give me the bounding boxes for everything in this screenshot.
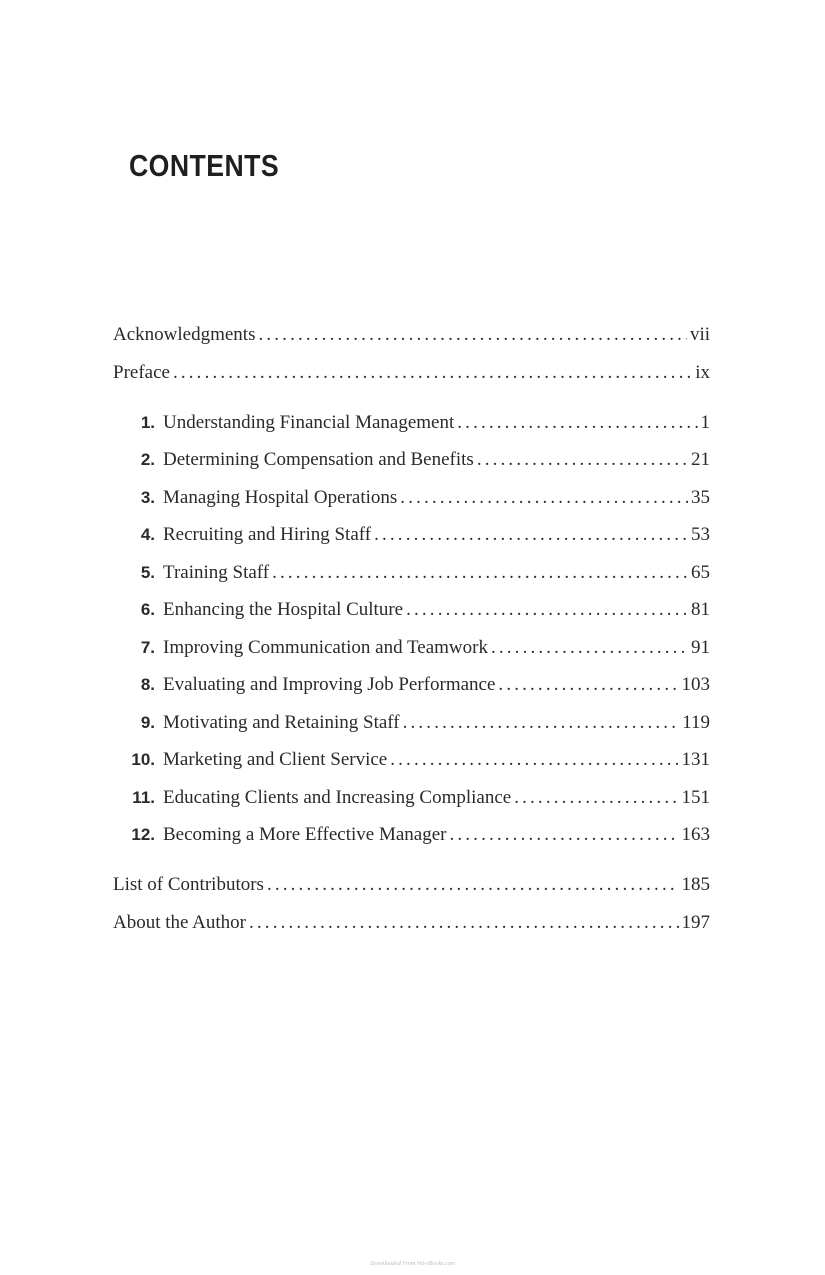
toc-entry-label: Training Staff [163, 562, 270, 583]
toc-entry-label: Determining Compensation and Benefits [163, 449, 474, 470]
toc-chapter-9[interactable] [113, 710, 710, 736]
toc-chapter-12[interactable] [113, 822, 710, 848]
dot-leader [267, 872, 679, 898]
dot-leader [514, 785, 678, 811]
toc-entry-page: 35 [691, 487, 710, 508]
chapter-number: 10. [131, 750, 155, 769]
toc-chapter-2[interactable] [113, 447, 710, 473]
toc-entry-page: 151 [681, 787, 710, 808]
toc-chapter-10[interactable] [113, 747, 710, 773]
toc-chapter-6[interactable] [113, 597, 710, 623]
toc-entry-label: Improving Communication and Teamwork [163, 637, 488, 658]
toc-entry-label: Preface [113, 362, 170, 383]
toc-chapter-7[interactable] [113, 635, 710, 661]
toc-entry-label: Becoming a More Effective Manager [163, 824, 447, 845]
dot-leader [390, 747, 678, 773]
toc-chapter-3[interactable] [113, 485, 710, 511]
toc-entry-acknowledgments[interactable] [113, 322, 710, 348]
toc-entry-label: Evaluating and Improving Job Performance [163, 674, 496, 695]
chapter-number: 6. [140, 600, 155, 619]
download-watermark: Downloaded From Vet-eBooks.com [370, 1261, 455, 1267]
chapter-number: 8. [140, 675, 155, 694]
chapter-number: 2. [140, 450, 155, 469]
toc-chapter-5[interactable] [113, 560, 710, 586]
dot-leader [457, 410, 697, 436]
toc-entry-label: Marketing and Client Service [163, 749, 388, 770]
chapter-number: 9. [140, 713, 155, 732]
toc-entry-label: Acknowledgments [113, 324, 256, 345]
toc-entry-label: Recruiting and Hiring Staff [163, 524, 372, 545]
chapter-number: 5. [140, 563, 155, 582]
toc-entry-page: 103 [681, 674, 710, 695]
toc-entry-label: Understanding Financial Management [163, 412, 455, 433]
toc-chapter-4[interactable] [113, 522, 710, 548]
chapter-number: 1. [140, 413, 155, 432]
toc-entry-label: Educating Clients and Increasing Compliance [163, 787, 512, 808]
dot-leader [173, 360, 692, 386]
dot-leader [406, 597, 688, 623]
toc-entry-page: 197 [681, 912, 710, 933]
dot-leader [249, 910, 679, 936]
chapter-number: 4. [140, 525, 155, 544]
toc-chapter-11[interactable] [113, 785, 710, 811]
chapter-number: 7. [140, 638, 155, 657]
dot-leader [272, 560, 688, 586]
toc-chapter-1[interactable] [113, 410, 710, 436]
toc-chapter-8[interactable] [113, 672, 710, 698]
dot-leader [400, 485, 688, 511]
dot-leader [477, 447, 688, 473]
chapter-number: 11. [132, 788, 155, 807]
dot-leader [258, 322, 686, 348]
toc-entry-page: 131 [681, 749, 710, 770]
toc-entry-page: 81 [691, 599, 710, 620]
toc-entry-page: 185 [681, 874, 710, 895]
toc-entry-page: ix [695, 362, 710, 383]
toc-entry-page: 53 [691, 524, 710, 545]
toc-entry-page: 119 [682, 712, 710, 733]
dot-leader [498, 672, 678, 698]
toc-entry-label: List of Contributors [113, 874, 264, 895]
chapter-number: 3. [140, 488, 155, 507]
toc-entry-list-of-contributors[interactable] [113, 872, 710, 898]
toc-entry-preface[interactable] [113, 360, 710, 386]
toc-entry-page: 21 [691, 449, 710, 470]
toc-entry-label: Enhancing the Hospital Culture [163, 599, 404, 620]
dot-leader [403, 710, 680, 736]
toc-entry-page: 65 [691, 562, 710, 583]
dot-leader [449, 822, 678, 848]
toc-entry-page: 1 [700, 412, 710, 433]
dot-leader [491, 635, 688, 661]
toc-entry-page: 91 [691, 637, 710, 658]
dot-leader [374, 522, 688, 548]
toc-entry-page: vii [689, 324, 710, 345]
toc-entry-label: About the Author [113, 912, 246, 933]
chapter-number: 12. [131, 825, 155, 844]
toc-entry-about-the-author[interactable] [113, 910, 710, 936]
page-title: CONTENTS [129, 148, 280, 183]
toc-entry-page: 163 [681, 824, 710, 845]
toc-entry-label: Motivating and Retaining Staff [163, 712, 400, 733]
toc-entry-label: Managing Hospital Operations [163, 487, 398, 508]
